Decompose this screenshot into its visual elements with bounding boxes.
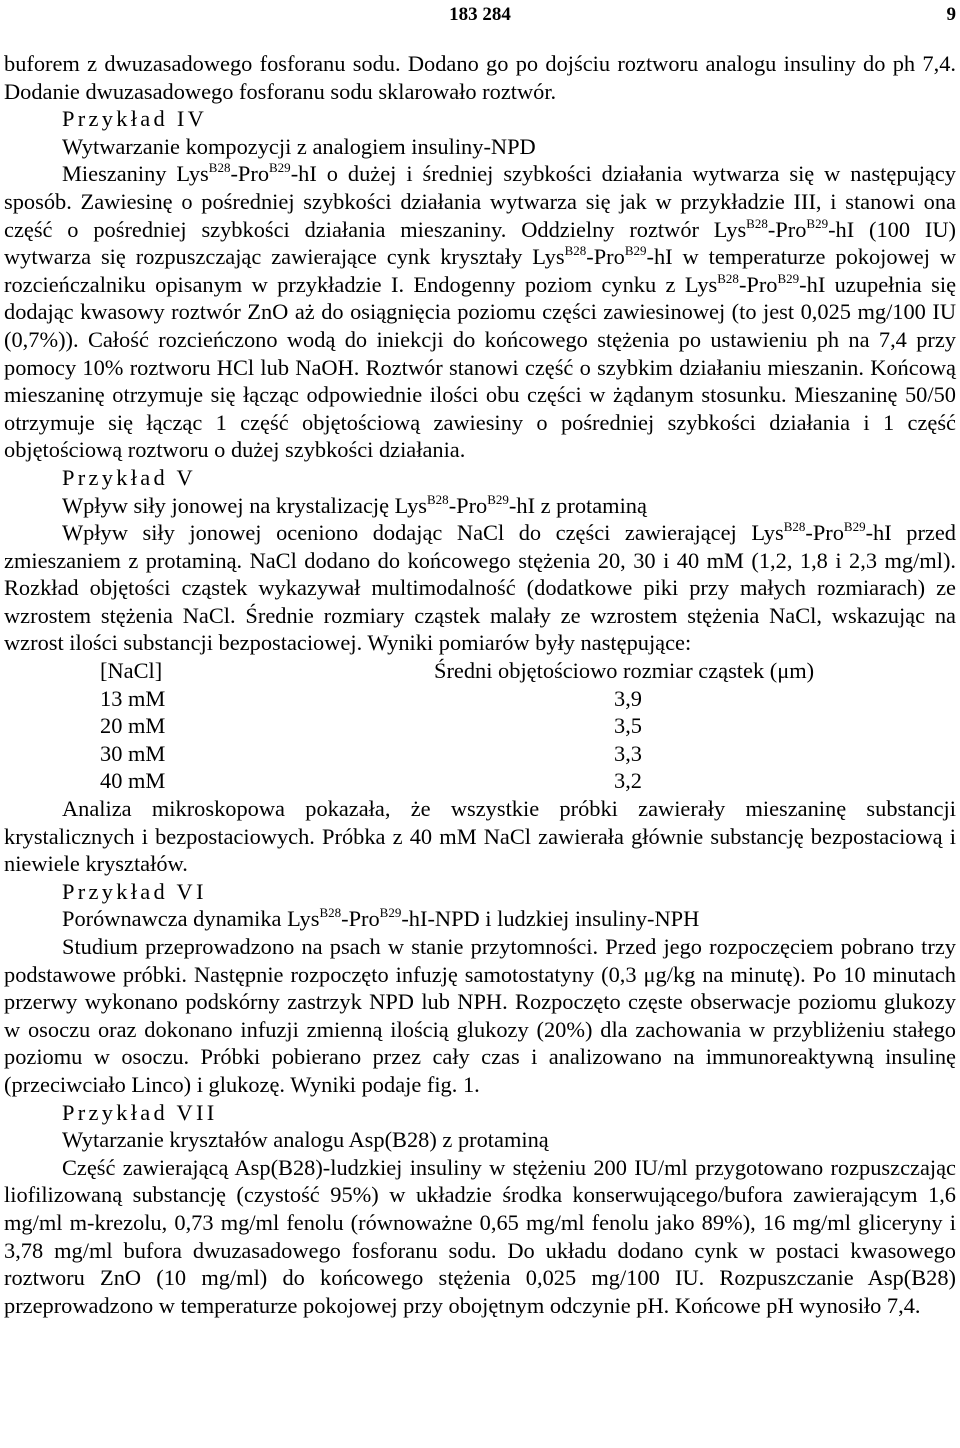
superscript: B28 [783,519,806,535]
size-cell: 3,3 [614,740,642,766]
superscript: B29 [806,215,829,231]
example-6-heading: Przykład VI [62,878,207,904]
size-column-header: Średni objętościowo rozmiar cząstek (μm) [434,658,815,684]
superscript: B28 [746,215,768,231]
text-run: Wpływ siły jonowej oceniono dodając NaCl do części zawierającej Lys [62,520,784,546]
size-cell: 3,5 [614,713,642,739]
nacl-cell: 13 mM [100,685,166,711]
example-4-text [4,160,956,464]
example-7-text: Część zawierającą Asp(B28)-ludzkiej insuliny w stężeniu 200 IU/ml przygotowano rozpuszczając liofilizowaną substancję (czystość 95%) w układzie środka konserwującego/bufora zawierającym 1,6 mg/ml m-krezolu, 0,73 mg/ml fenolu (równoważne 0,65 mg/ml fenolu jako 89%), 16 mg/ml gliceryny i 3,78 mg/ml bufora dwuzasadowego fosforanu sodu. Do układu dodano cynk w postaci kwasowego roztworu ZnO (10 mg/ml) do końcowego stężenia 0,025 mg/100 IU. Rozpuszczanie Asp(B28) przeprowadzono w temperaturze pokojowej przy obojętnym odczynie pH. Końcowe pH wynosiło 7,4. [4,1154,956,1318]
text-run: -Pro [805,520,844,546]
text-run: -hI w temperaturze pokojowej w rozcieńczalniku opisanym w przykładzie I. Endogenny poziom cynku z Lys [4,244,957,297]
table-row [4,740,956,768]
superscript: B28 [319,905,342,921]
table-row [4,767,956,795]
example-7-heading: Przykład VII [62,1099,218,1125]
example-5-heading: Przykład V [62,464,196,490]
example-7-subtitle: Wytarzanie kryształów analogu Asp(B28) z protaminą [62,1127,549,1153]
size-cell: 3,2 [614,768,642,794]
page-header [0,0,960,36]
document-number: 183 284 [449,4,511,25]
text-run: -Pro [341,906,380,932]
example-4-heading: Przykład IV [62,106,208,132]
text-run: -Pro [448,492,488,518]
example-6-text: Studium przeprowadzono na psach w stanie przytomności. Przed jego rozpoczęciem pobrano trzy podstawowe próbki. Następnie rozpoczęto infuzję samotostatyny (0,3 μg/kg na minutę). Po 10 minutach przerwy wykonano podskórny zastrzyk NPD lub NPH. Rozpoczęto częste obserwacje poziomu glukozy w osoczu oraz dokonano infuzji zmienną ilością glukozy (20%) dla zachowania w przybliżeniu stałego poziomu w osoczu. Próbki pobierano przez cały czas i analizowano na immunoreaktywną insulinę (przeciwciało Linco) i glukozę. Wyniki podaje fig. 1. [4,934,956,1097]
table-row [4,685,956,713]
superscript: B28 [208,160,231,176]
example-6-subtitle [4,905,956,933]
superscript: B28 [427,491,449,507]
example-5-conclusion: Analiza mikroskopowa pokazała, że wszystkie próbki zawierały mieszaninę substancji krystalicznych i bezpostaciowych. Próbka z 40 mM NaCl zawierała głównie substancję bezpostaciową i niewiele kryształów. [4,796,956,877]
text-run: Mieszaniny Lys [62,161,209,187]
example-4-subtitle: Wytwarzanie kompozycji z analogiem insuliny-NPD [62,133,536,159]
superscript: B29 [843,519,866,535]
text-run: -hI uzupełnia się dodając kwasowy roztwór ZnO aż do osiągnięcia poziomu części zawiesinowej (to jest 0,025 mg/100 IU (0,7%)). Całość rozcieńczono wodą do iniekcji do końcowego stężenia po ustawieniu ph na 7,4 przy pomocy 10% roztworu HCl lub NaOH. Roztwór stanowi część o szybkim działaniu mieszanin. Końcową mieszaninę otrzymuje się łącząc odpowiednie ilości obu części w żądanym stosunku. Mieszaninę 50/50 otrzymuje się łącząc 1 część objętościową zawiesiny o pośredniej szybkości działania i 1 część objętościową roztworu o dużej szybkości działania. [4,271,957,463]
example-5-text [4,519,956,657]
text-run: -hI przed zmieszaniem z protaminą. NaCl dodano do końcowego stężenia 20, 30 i 40 mM (1,2, 1,8 i 2,3 mg/ml). Rozkład objętości cząstek wykazywał multimodalność (dodatkowe piki przy małych rozmiarach) ze wzrostem stężenia NaCl. Średnie rozmiary cząstek malały ze wzrostem stężenia NaCl, wskazując na wzrost ilości substancji bezpostaciowej. Wyniki pomiarów były następujące: [4,520,956,656]
text-run: -Pro [767,216,807,242]
text-run: -hI (100 IU) wytwarza się rozpuszczając zawierające cynk kryształy Lys [4,216,956,270]
results-table [4,657,956,795]
text-run: -hI o dużej i średniej szybkości działania wytwarza się w następujący sposób. Zawiesinę o pośredniej szybkości działania wytwarza się jak w przykładzie III, i stanowi ona część o pośredniej szybkości działania mieszaniny. Oddzielny roztwór Lys [4,161,957,242]
text-run: -hI-NPD i ludzkiej insuliny-NPH [401,906,700,932]
superscript: B29 [379,905,402,921]
document-body [4,50,956,1319]
superscript: B28 [564,243,587,259]
superscript: B29 [269,160,291,176]
example-5-subtitle [4,492,956,520]
results-header-row [4,657,956,685]
paragraph-continued: buforem z dwuzasadowego fosforanu sodu. Dodano go po dojściu roztworu analogu insuliny do ph 7,4. Dodanie dwuzasadowego fosforanu sodu sklarowało roztwór. [4,51,956,104]
text-run: Porównawcza dynamika Lys [62,906,320,932]
nacl-cell: 30 mM [100,740,166,766]
superscript: B29 [777,270,800,286]
text-run: -hI z protaminą [508,492,647,518]
nacl-column-header: [NaCl] [100,658,163,684]
superscript: B28 [717,270,739,286]
table-row [4,712,956,740]
superscript: B29 [487,491,509,507]
text-run: -Pro [738,271,778,297]
nacl-cell: 20 mM [100,713,166,739]
nacl-cell: 40 mM [100,768,166,794]
size-cell: 3,9 [614,685,642,711]
superscript: B29 [624,243,647,259]
text-run: -Pro [230,161,270,187]
text-run: Wpływ siły jonowej na krystalizację Lys [62,492,428,518]
page-number: 9 [946,4,956,25]
text-run: -Pro [586,244,625,270]
